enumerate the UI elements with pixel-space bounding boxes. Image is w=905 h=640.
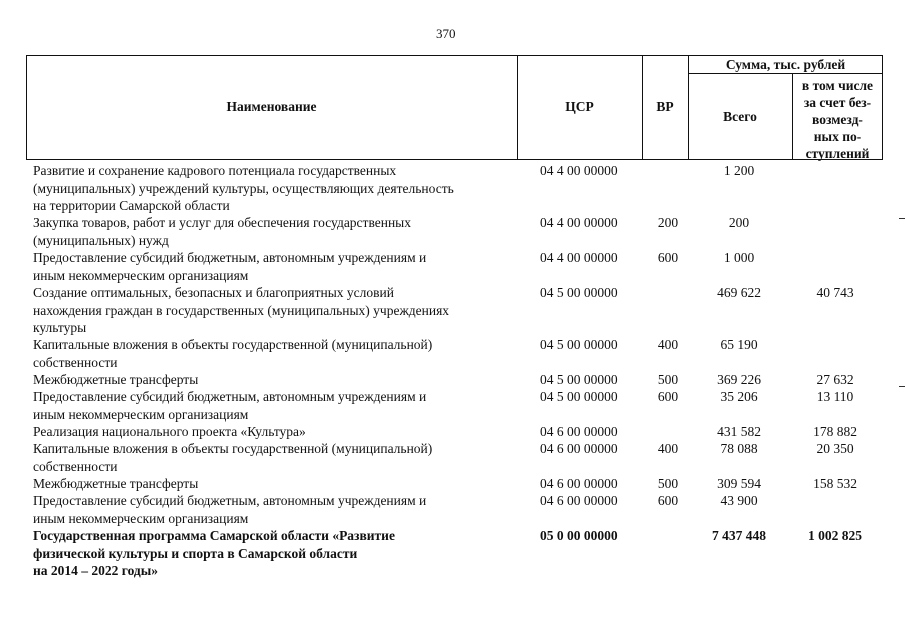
row-name-line: (муниципальных) нужд [33, 232, 169, 248]
header-name: Наименование [226, 99, 317, 114]
row-total: 35 206 [720, 389, 758, 404]
row-name [33, 388, 513, 423]
margin-mark [899, 386, 905, 387]
header-including-line: ступлений [805, 146, 870, 161]
header-divider [688, 73, 883, 74]
row-name-line: Государственная программа Самарской области «Развитие [33, 528, 395, 543]
row-vr: 200 [657, 215, 679, 230]
margin-mark [899, 218, 905, 219]
row-csr: 04 6 00 00000 [540, 424, 618, 439]
page-number: 370 [436, 26, 456, 41]
row-name [33, 214, 513, 249]
row-vr: 500 [657, 372, 679, 387]
row-name-line: Развитие и сохранение кадрового потенциала государственных [33, 163, 397, 178]
row-name-line: на 2014 – 2022 годы» [33, 563, 159, 578]
row-csr: 04 5 00 00000 [540, 285, 618, 300]
row-name [33, 284, 513, 337]
row-total: 1 200 [723, 163, 755, 178]
row-csr: 04 5 00 00000 [540, 337, 618, 352]
row-name-line: Капитальные вложения в объекты государственной (муниципальной) [33, 441, 433, 456]
row-vr: 400 [657, 337, 679, 352]
row-name-line: на территории Самарской области [33, 198, 230, 213]
row-including: 27 632 [816, 372, 854, 387]
row-including: 13 110 [816, 389, 854, 404]
row-vr: 600 [657, 493, 679, 508]
row-including: 40 743 [816, 285, 854, 300]
row-name-line: Закупка товаров, работ и услуг для обеспечения государственных [33, 215, 412, 230]
row-name-line: Предоставление субсидий бюджетным, автономным учреждениям и [33, 250, 427, 265]
row-name [33, 336, 513, 371]
row-name-line: Капитальные вложения в объекты государственной (муниципальной) [33, 337, 433, 352]
row-name [33, 249, 513, 284]
row-name-line: собственности [33, 354, 118, 370]
row-csr: 04 4 00 00000 [540, 215, 618, 230]
row-name [33, 162, 513, 215]
row-name-line: физической культуры и спорта в Самарской области [33, 545, 358, 561]
row-vr: 600 [657, 250, 679, 265]
row-name [33, 440, 513, 475]
row-vr: 400 [657, 441, 679, 456]
row-name-line: Создание оптимальных, безопасных и благоприятных условий [33, 285, 394, 300]
row-csr: 04 6 00 00000 [540, 493, 618, 508]
header-including-line: за счет без- [803, 95, 872, 110]
row-total: 1 000 [723, 250, 755, 265]
row-name [33, 475, 513, 493]
row-name-line: культуры [33, 320, 87, 335]
row-including: 158 532 [813, 476, 857, 491]
row-total: 200 [728, 215, 750, 230]
row-total: 469 622 [717, 285, 761, 300]
row-csr: 04 5 00 00000 [540, 389, 618, 404]
table-header [26, 55, 883, 160]
row-vr: 500 [657, 476, 679, 491]
row-name-line: Предоставление субсидий бюджетным, автономным учреждениям и [33, 493, 427, 508]
row-total: 309 594 [717, 476, 761, 491]
row-name-line: Предоставление субсидий бюджетным, автономным учреждениям и [33, 389, 427, 404]
row-name [33, 423, 513, 441]
row-csr: 04 4 00 00000 [540, 250, 618, 265]
row-total: 65 190 [720, 337, 758, 352]
header-including-line: в том числе [801, 78, 874, 93]
row-total: 369 226 [717, 372, 761, 387]
header-csr: ЦСР [565, 99, 594, 114]
row-name-line: Реализация национального проекта «Культура» [33, 424, 306, 439]
row-including: 1 002 825 [808, 528, 862, 543]
row-csr: 04 6 00 00000 [540, 476, 618, 491]
row-total: 431 582 [717, 424, 761, 439]
row-name-line: иным некоммерческим организациям [33, 510, 249, 526]
header-including-line: возмезд- [812, 112, 863, 127]
row-csr: 04 6 00 00000 [540, 441, 618, 456]
row-name [33, 371, 513, 389]
header-total: Всего [723, 109, 757, 124]
row-csr: 05 0 00 00000 [540, 528, 618, 543]
row-including: 178 882 [813, 424, 857, 439]
row-csr: 04 4 00 00000 [540, 163, 618, 178]
row-total: 43 900 [720, 493, 758, 508]
row-name-line: Межбюджетные трансферты [33, 372, 199, 387]
row-name [33, 527, 513, 580]
row-name [33, 492, 513, 527]
row-vr: 600 [657, 389, 679, 404]
header-sum: Сумма, тыс. рублей [725, 57, 846, 72]
row-name-line: собственности [33, 458, 118, 474]
header-including-line: ных по- [813, 129, 862, 144]
row-name-line: иным некоммерческим организациям [33, 406, 249, 422]
row-total: 78 088 [720, 441, 758, 456]
row-name-line: Межбюджетные трансферты [33, 476, 199, 491]
header-including [792, 77, 883, 162]
row-name-line: нахождения граждан в государственных (муниципальных) учреждениях [33, 302, 450, 318]
row-csr: 04 5 00 00000 [540, 372, 618, 387]
row-name-line: (муниципальных) учреждений культуры, осуществляющих деятельность [33, 180, 454, 196]
header-vr: ВР [656, 99, 674, 114]
row-name-line: иным некоммерческим организациям [33, 267, 249, 283]
row-total: 7 437 448 [712, 528, 766, 543]
row-including: 20 350 [816, 441, 854, 456]
